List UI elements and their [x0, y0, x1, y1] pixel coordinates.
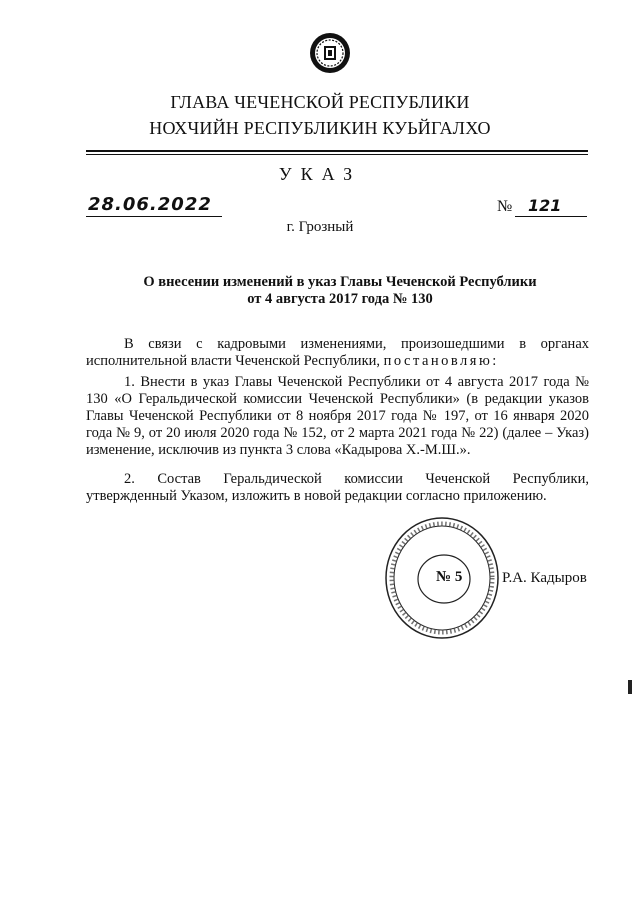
city: г. Грозный — [286, 219, 354, 235]
signer-name: Р.А. Кадыров — [502, 570, 587, 586]
document-body — [86, 336, 589, 505]
header-divider — [86, 150, 588, 152]
emblem-icon — [309, 32, 351, 74]
header-line-1: ГЛАВА ЧЕЧЕНСКОЙ РЕСПУБЛИКИ — [170, 92, 470, 112]
title-line-2: от 4 августа 2017 года № 130 — [247, 291, 433, 307]
date-underline — [86, 216, 222, 217]
intro-decree-word: постановляю: — [383, 353, 499, 369]
seal-number: № 5 — [436, 569, 463, 585]
number-underline — [515, 216, 587, 217]
paragraph-2: 2. Состав Геральдической комиссии Чеченской Республики, утвержденный Указом, изложить в новой редакции согласно приложению. — [86, 471, 589, 504]
document-date: 28.06.2022 — [88, 194, 212, 215]
document-number: 121 — [528, 196, 562, 215]
intro-text: В связи с кадровыми изменениями, произошедшими в органах исполнительной власти Чеченской Республики, — [86, 336, 589, 369]
intro-paragraph — [86, 336, 589, 370]
header-line-2: НОХЧИЙН РЕСПУБЛИКИН КУЬЙГАЛХО — [149, 118, 491, 138]
number-label: № — [497, 198, 513, 215]
header-divider-thin — [86, 154, 588, 155]
scan-edge-mark — [628, 680, 632, 694]
document-type: УКАЗ — [278, 164, 362, 184]
paragraph-1: 1. Внести в указ Главы Чеченской Республики от 4 августа 2017 года № 130 «О Геральдической комиссии Чеченской Республики» (в редакции указов Главы Чеченской Республики от 8 ноября 2017 года № 197, от 16 января 2020 года № 9, от 20 июля 2020 года № 152, от 2 марта 2021 года № 22) (далее – Указ) изменение, исключив из пункта 3 слова «Кадырова Х.-М.Ш.». — [86, 374, 589, 458]
title-line-1: О внесении изменений в указ Главы Чеченской Республики — [143, 274, 537, 290]
document-title — [80, 274, 600, 308]
